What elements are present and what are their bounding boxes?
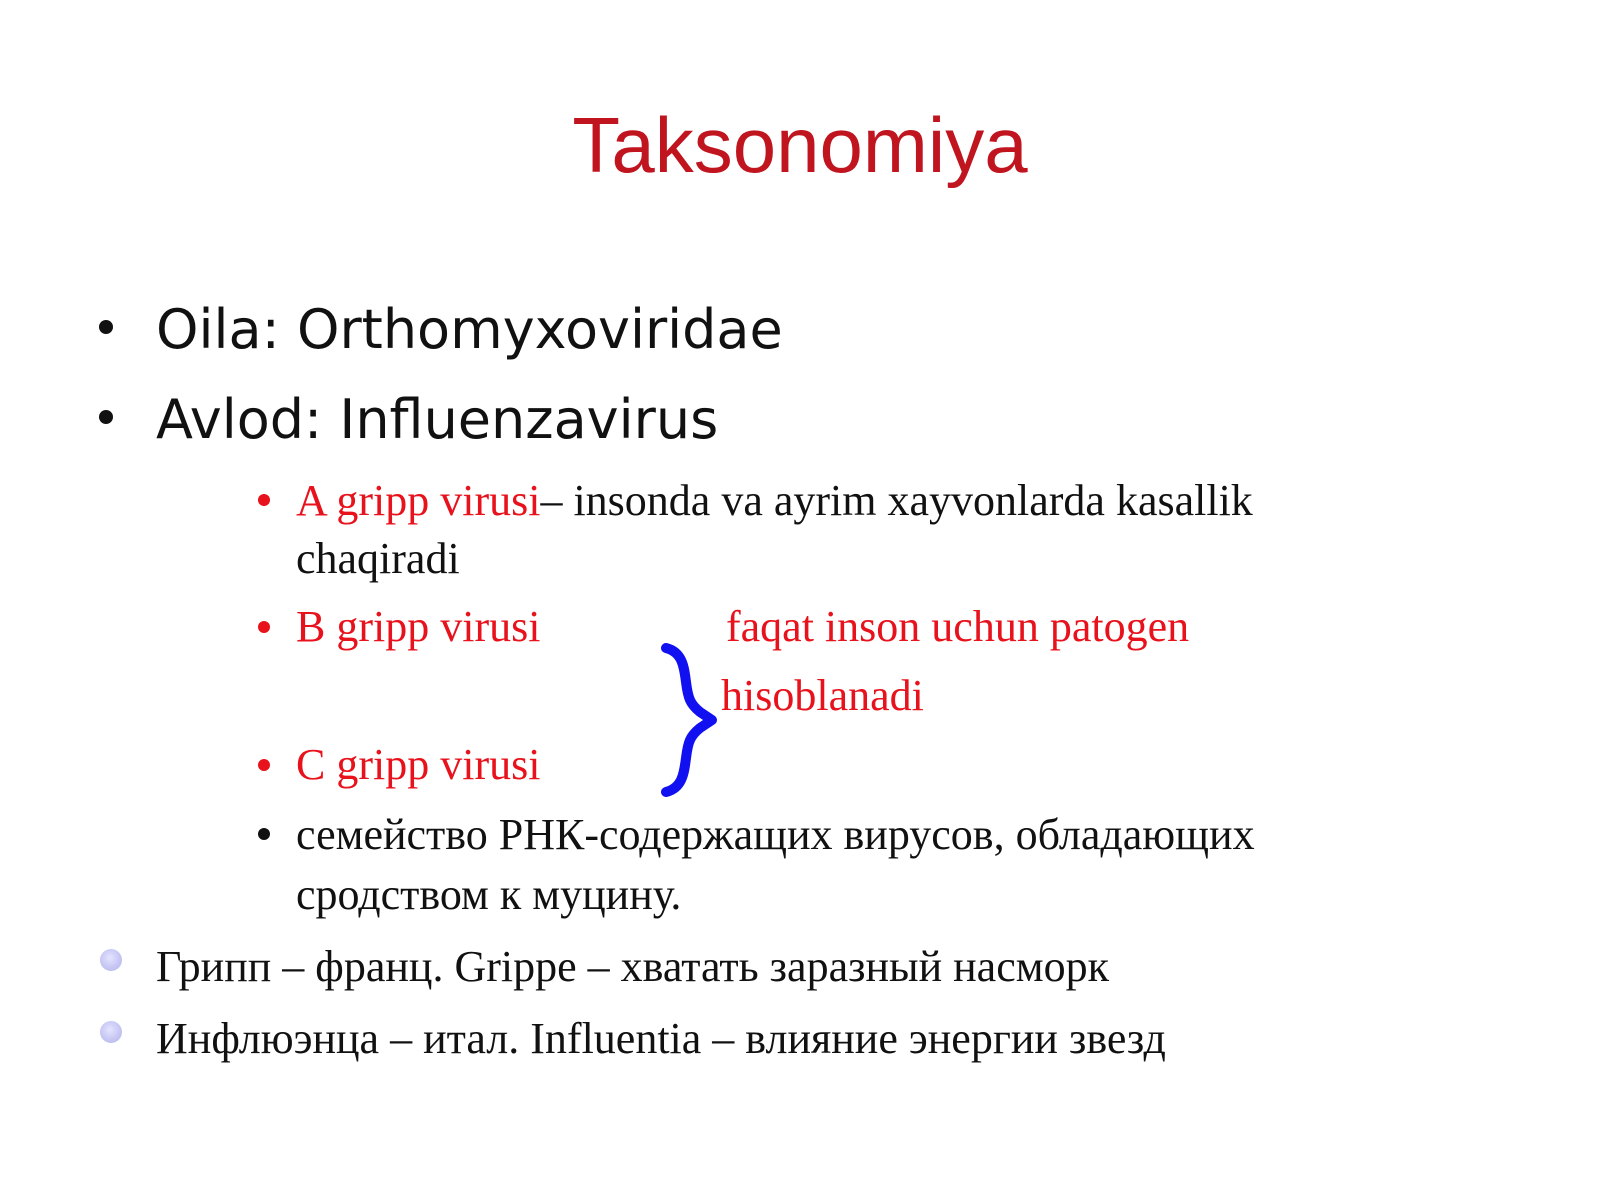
bullet-dot: [258, 759, 270, 771]
virus-b-label: B gripp virusi: [296, 602, 541, 651]
virus-a-item: [296, 476, 1253, 525]
family-item: Oila: Orthomyxoviridae: [156, 298, 783, 361]
virus-a-continuation: chaqiradi: [296, 534, 460, 583]
bullet-dot: [99, 410, 113, 424]
patogen-note-line1: faqat inson uchun patogen: [726, 602, 1190, 651]
influenza-etymology: Инфлюэнца – итал. Influentia – влияние энергии звезд: [156, 1014, 1166, 1063]
bullet-dot: [258, 621, 270, 633]
gripp-etymology: Грипп – франц. Grippe – хватать заразный насморк: [156, 942, 1109, 991]
right-curly-brace-icon: [660, 640, 720, 800]
rna-description-line2: сродством к муцину.: [296, 870, 682, 919]
virus-a-label: A gripp virusi: [296, 476, 541, 525]
bullet-dot-lavender: [100, 949, 122, 971]
virus-c-label: C gripp virusi: [296, 740, 541, 789]
bullet-dot: [99, 320, 113, 334]
bullet-dot: [258, 494, 270, 506]
genus-item: Avlod: Influenzavirus: [156, 388, 719, 451]
patogen-note-line2: hisoblanadi: [721, 671, 924, 720]
bullet-dot-lavender: [100, 1021, 122, 1043]
bullet-dot: [258, 828, 270, 840]
virus-a-description: – insonda va ayrim xayvonlarda kasallik: [540, 476, 1253, 525]
slide-title: Taksonomiya: [572, 101, 1028, 189]
rna-description-line1: семейство РНК-содержащих вирусов, обладающих: [296, 810, 1255, 859]
